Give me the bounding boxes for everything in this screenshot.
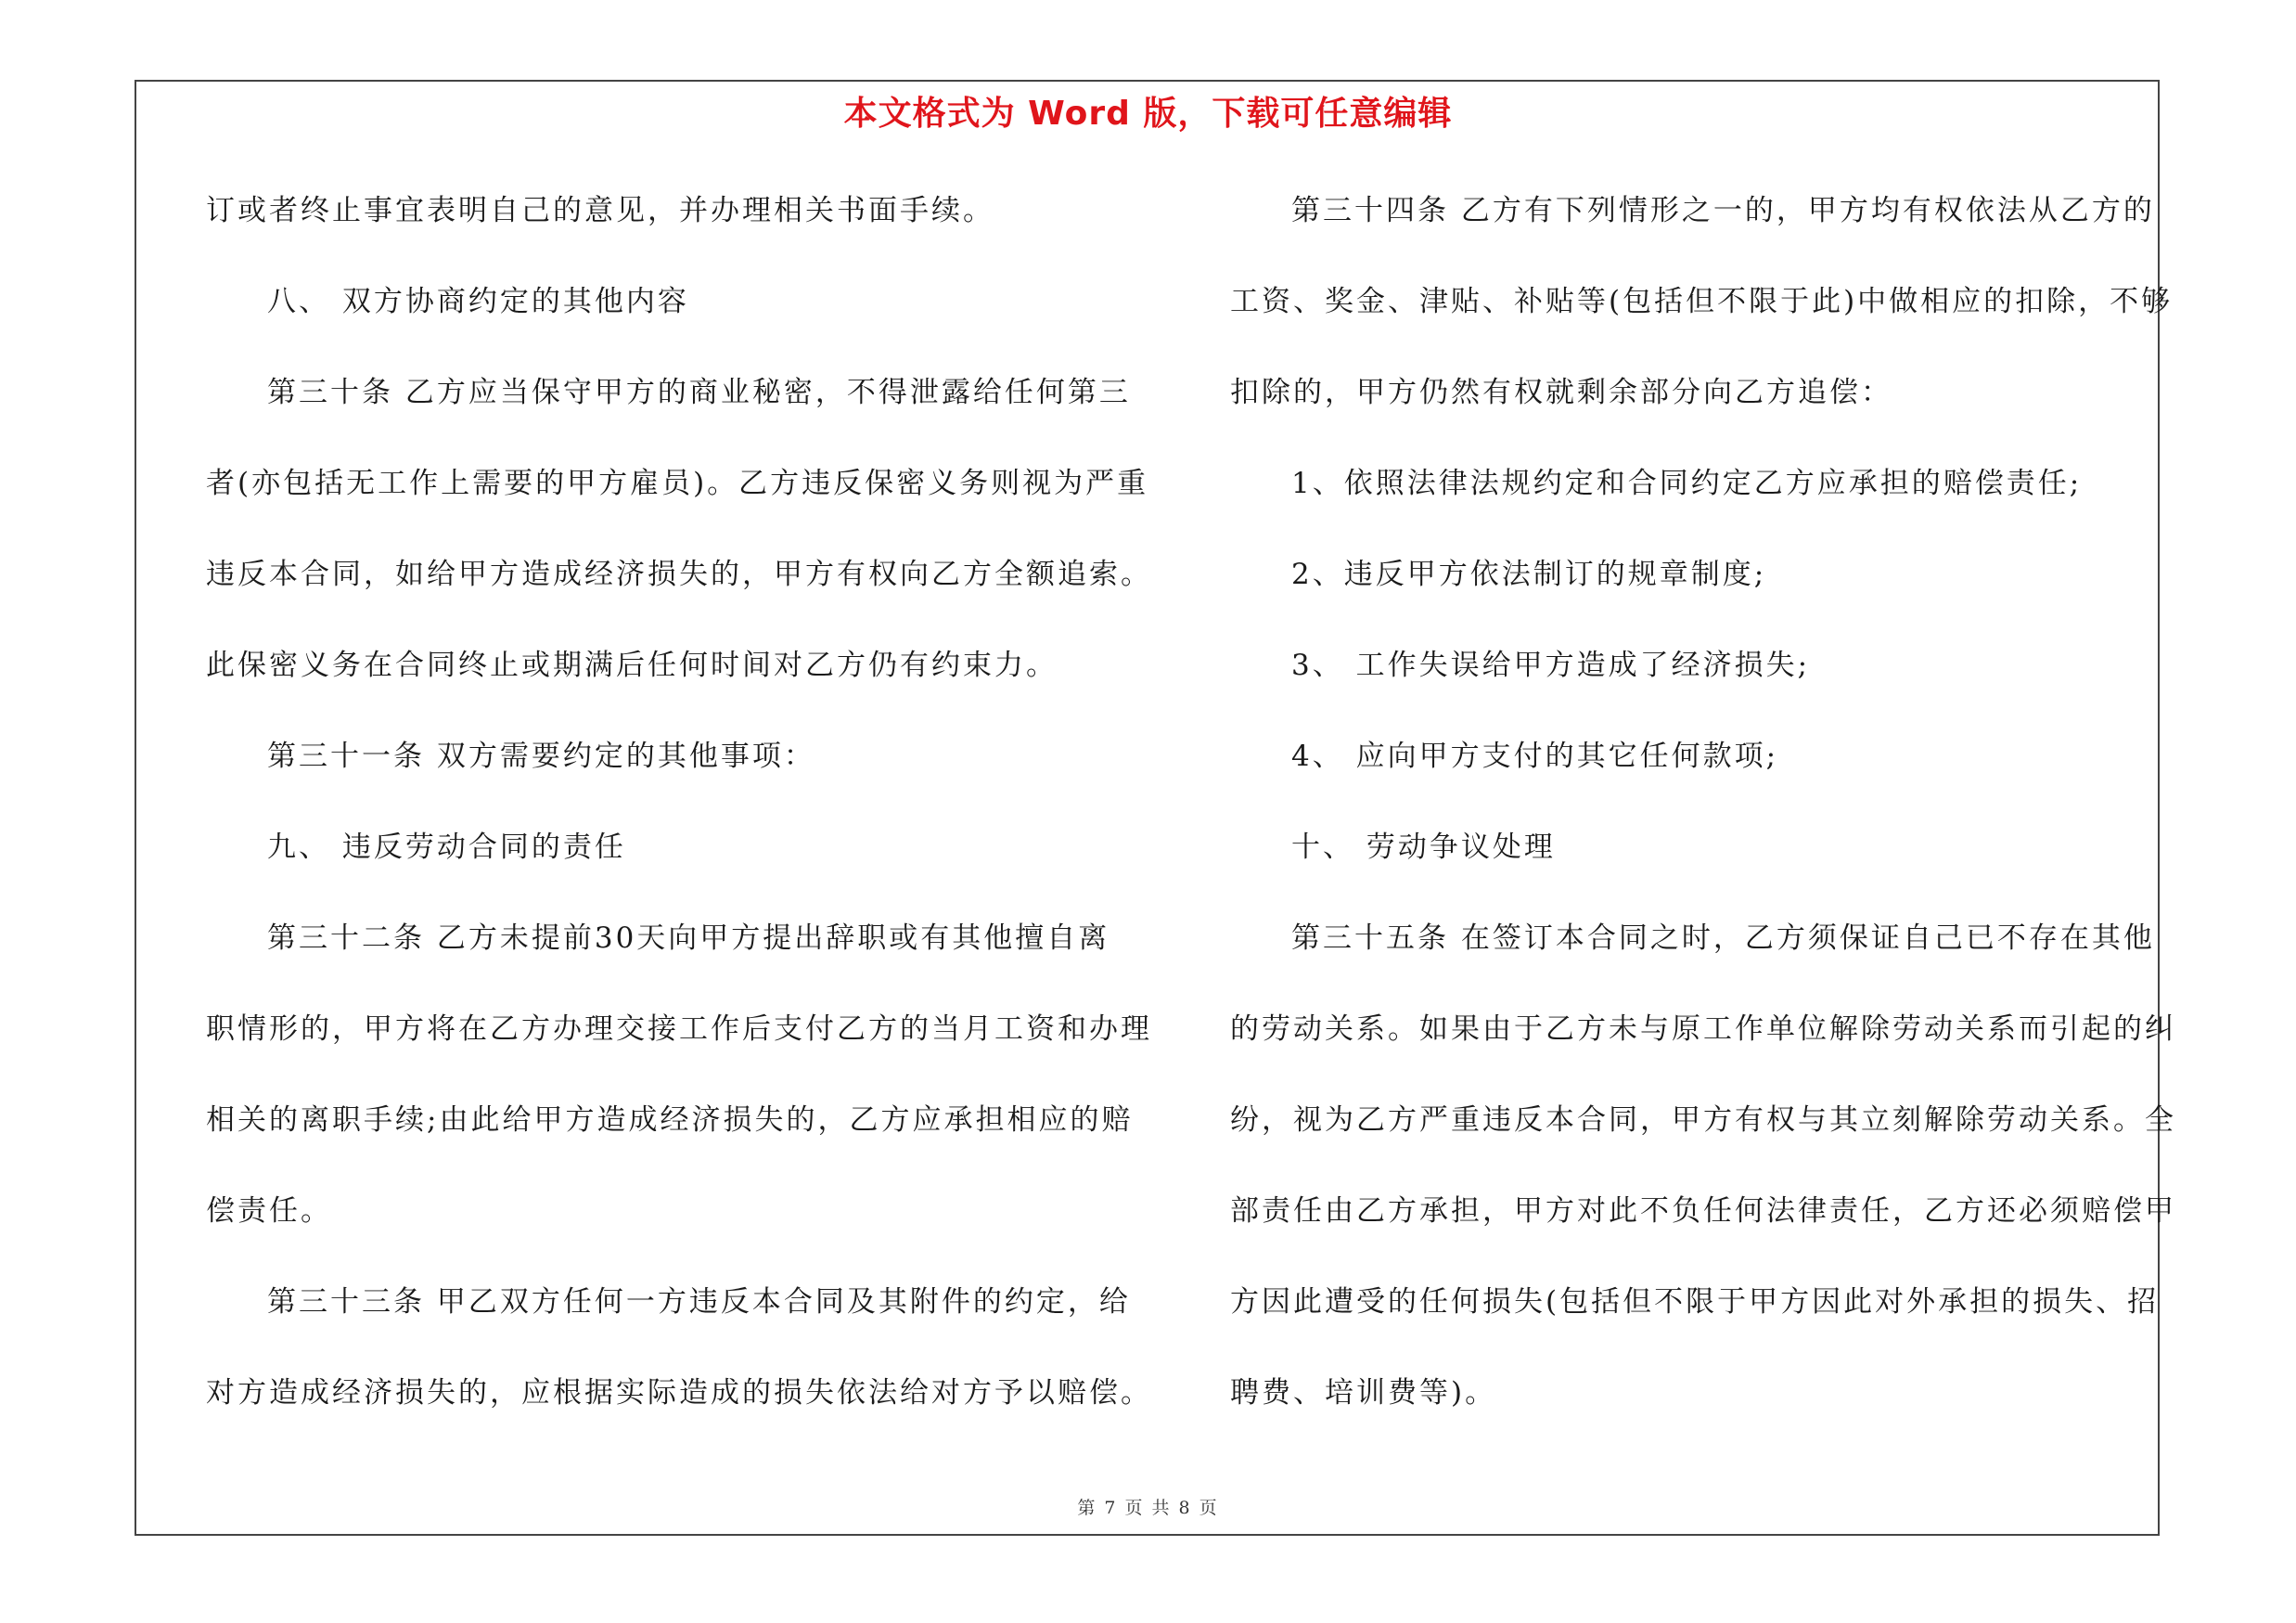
paragraph-line: 此保密义务在合同终止或期满后任何时间对乙方仍有约束力。 [206, 649, 1058, 682]
section-heading: 八、 双方协商约定的其他内容 [267, 285, 689, 318]
list-item: 3、 工作失误给甲方造成了经济损失; [1291, 649, 1811, 682]
section-heading: 十、 劳动争议处理 [1291, 831, 1556, 864]
paragraph-line: 第三十三条 甲乙双方任何一方违反本合同及其附件的约定，给 [267, 1285, 1131, 1319]
paragraph-line: 第三十五条 在签订本合同之时，乙方须保证自己已不存在其他 [1291, 921, 2155, 955]
paragraph-line: 第三十条 乙方应当保守甲方的商业秘密，不得泄露给任何第三 [267, 376, 1131, 409]
list-item: 1、依照法律法规约定和合同约定乙方应承担的赔偿责任; [1291, 467, 2083, 500]
paragraph-line: 的劳动关系。如果由于乙方未与原工作单位解除劳动关系而引起的纠 [1230, 1012, 2176, 1046]
paragraph-line: 者(亦包括无工作上需要的甲方雇员)。乙方违反保密义务则视为严重 [206, 467, 1149, 500]
word-format-banner: 本文格式为 Word 版，下载可任意编辑 [843, 95, 1453, 133]
paragraph-line: 相关的离职手续;由此给甲方造成经济损失的，乙方应承担相应的赔 [206, 1103, 1134, 1137]
paragraph-line: 职情形的，甲方将在乙方办理交接工作后支付乙方的当月工资和办理 [206, 1012, 1152, 1046]
paragraph-line: 第三十四条 乙方有下列情形之一的，甲方均有权依法从乙方的 [1291, 194, 2155, 227]
page-number: 第 7 页 共 8 页 [1077, 1498, 1219, 1518]
paragraph-line: 方因此遭受的任何损失(包括但不限于甲方因此对外承担的损失、招 [1230, 1285, 2160, 1319]
paragraph-line: 第三十二条 乙方未提前30天向甲方提出辞职或有其他擅自离 [267, 921, 1110, 955]
paragraph-line: 订或者终止事宜表明自己的意见，并办理相关书面手续。 [206, 194, 994, 227]
list-item: 4、 应向甲方支付的其它任何款项; [1291, 740, 1779, 773]
paragraph-line: 工资、奖金、津贴、补贴等(包括但不限于此)中做相应的扣除，不够 [1230, 285, 2174, 318]
paragraph-line: 纷，视为乙方严重违反本合同，甲方有权与其立刻解除劳动关系。全 [1230, 1103, 2176, 1137]
paragraph-line: 部责任由乙方承担，甲方对此不负任何法律责任，乙方还必须赔偿甲 [1230, 1194, 2176, 1228]
section-heading: 九、 违反劳动合同的责任 [267, 831, 626, 864]
paragraph-line: 聘费、培训费等)。 [1230, 1376, 1497, 1410]
paragraph-line: 第三十一条 双方需要约定的其他事项： [267, 740, 815, 773]
paragraph-line: 偿责任。 [206, 1194, 332, 1228]
list-item: 2、违反甲方依法制订的规章制度; [1291, 558, 1767, 591]
paragraph-line: 扣除的，甲方仍然有权就剩余部分向乙方追偿： [1230, 376, 1892, 409]
paragraph-line: 对方造成经济损失的，应根据实际造成的损失依法给对方予以赔偿。 [206, 1376, 1152, 1410]
paragraph-line: 违反本合同，如给甲方造成经济损失的，甲方有权向乙方全额追索。 [206, 558, 1152, 591]
